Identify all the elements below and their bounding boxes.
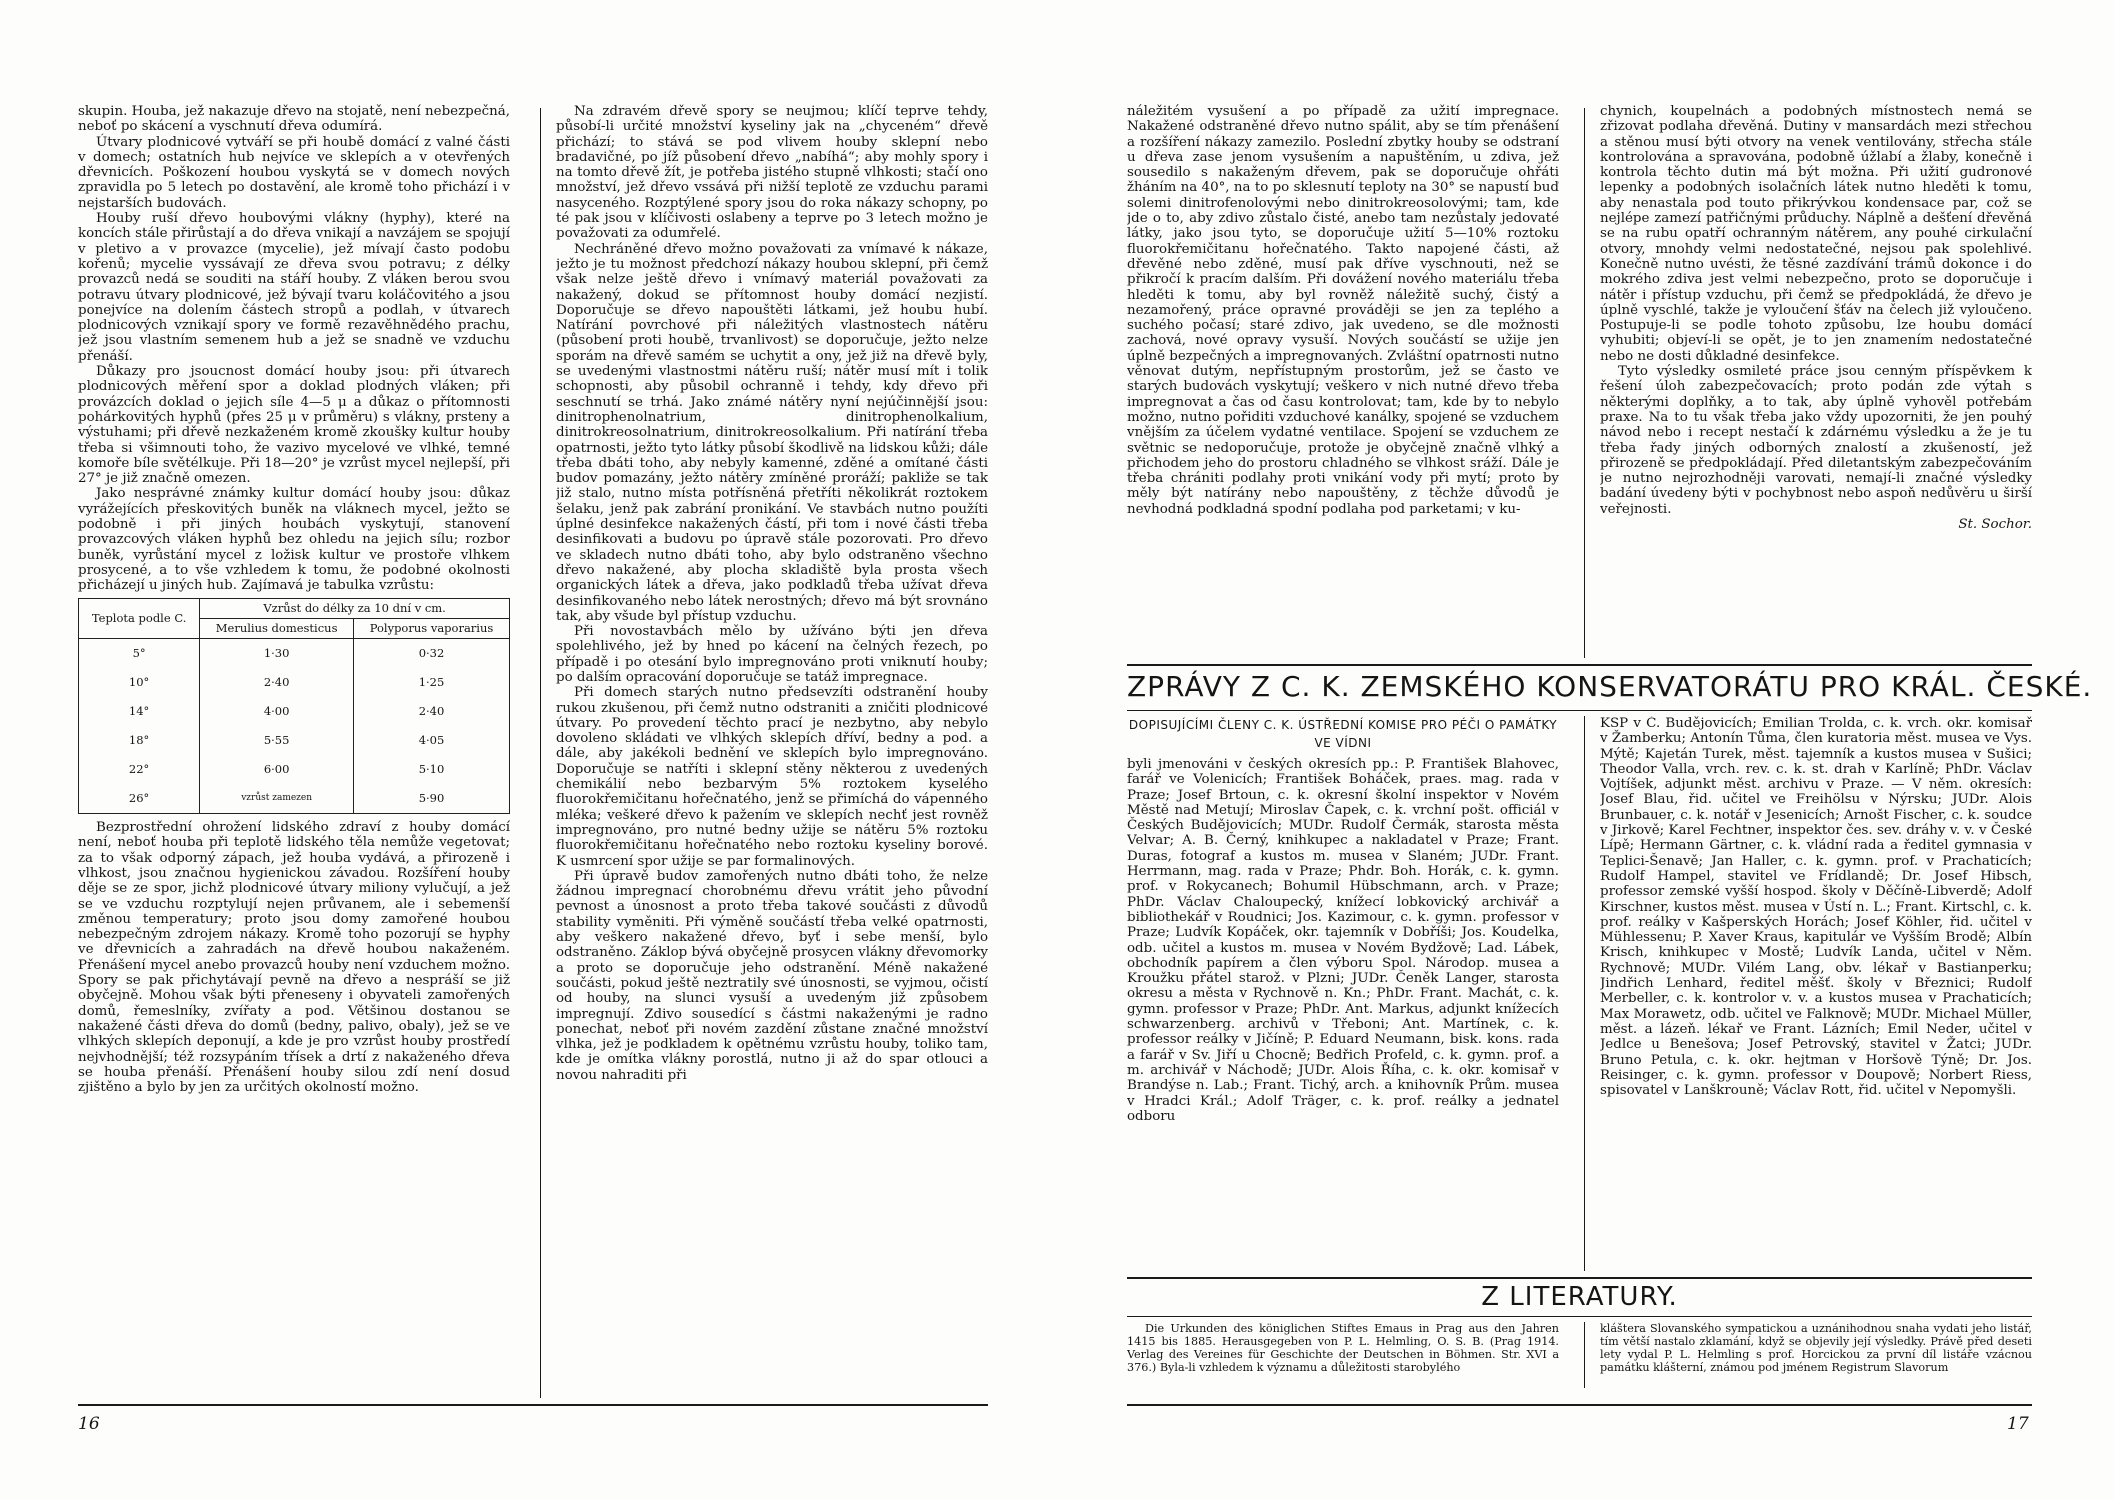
paragraph: Na zdravém dřevě spory se neujmou; klíčí teprve tehdy, působí-li určité množství kyseliny jak na „chyceném“ dřevě přichází; to stává se pod vlivem houby sklepní nebo bradavičné, po jíž působení dřevo „nabíhá“; aby mohly spory i na tomto dřevě žít, je potřeba jistého stupně vlhkosti; stačí ono množství, jež dřevo vssává při nižší teplotě ze vzduchu parami nasyceného. Rozptýlené spory jsou do roka nákazy schopny, po té pak jsou v klíčivosti oslabeny a teprve po 3 letech možno je považovati za odumřelé. <box>556 104 988 242</box>
left-column-1 <box>78 104 510 1399</box>
literature-rule-bottom <box>1127 1316 2032 1317</box>
growth-table <box>78 598 510 815</box>
column-divider <box>1584 108 1585 658</box>
paragraph: Jako nesprávné známky kultur domácí houby jsou: důkaz vyrážejících přeskovitých buněk na vláknech mycel, ježto se podobně i při jiných houbách vyskytují, stanovení provazcových vláken hyphů bez ohledu na jejich sílu; rozbor buněk, vyrůstání mycel z ložisk kultur ve prostoře vlhkem prosycené, a to vše vzhledem k tomu, že podobné okolnosti přicházejí u jiných hub. Zajímavá je tabulka vzrůstu: <box>78 486 510 594</box>
table-row: 14° 4·00 2·40 <box>79 697 510 726</box>
section-headline: ZPRÁVY Z C. K. ZEMSKÉHO KONSERVATORÁTU PRO KRÁL. ČESKÉ. <box>1127 670 2093 703</box>
paragraph: KSP v Č. Budějovicích; Emilian Trolda, c. k. vrch. okr. komisař v Žamberku; Antonín Tůma, člen kuratoria měst. musea ve Vys. Mýtě; Kajetán Turek, měst. tajemník a kustos musea v Sušici; Theodor Valla, vrch. rev. c. k. st. drah v Karlíně; PhDr. Václav Vojtíšek, adjunkt měst. archivu v Praze. — V něm. okresích: Josef Blau, řid. učitel ve Freihölsu v Nýrsku; JUDr. Alois Brunbauer, c. k. notář v Jesenicích; Arnošt Fischer, c. k. soudce v Jirkově; Karel Fechtner, inspektor čes. sev. dráhy v. v. v České Lípě; Hermann Gärtner, c. k. vládní rada a ředitel gymnasia v Teplici-Šenavě; Jan Haller, c. k. gymn. prof. v Prachaticích; Rudolf Hampel, stavitel ve Frídlandě; Dr. Josef Hibsch, professor zemské vyšší hospod. školy v Děčíně-Libverdě; Adolf Kirschner, kustos měst. musea v Ústí n. L.; Frant. Kirtschl, c. k. prof. reálky v Kašperských Horách; Josef Köhler, řid. učitel v Mühlessenu; P. Xaver Kraus, kapitulár ve Vyšším Brodě; Albín Krisch, knihkupec v Mostě; Ludvík Landa, učitel v Něm. Rychnově; MUDr. Vilém Lang, obv. lékař v Bastianperku; Jindřich Lenhard, ředitel měšť. školy v Březnici; Rudolf Merbeller, c. k. kontrolor v. v. a kustos musea v Prachaticích; Max Morawetz, odb. učitel ve Falknově; MUDr. Michael Müller, měst. a lázeň. lékař ve Frant. Lázních; Emil Neder, učitel v Jedlce u Benešova; Josef Petrovský, stavitel v Žatci; JUDr. Bruno Petula, c. k. okr. hejtman v Horšově Týně; Dr. Jos. Reisinger, c. k. gymn. professor v Doupově; Norbert Riess, spisovatel v Lanškrouně; Václav Rott, řid. učitel v Nepomyšli. <box>1600 716 2032 1099</box>
table-row: 10° 2·40 1·25 <box>79 668 510 697</box>
table-row: 5° 1·30 0·32 <box>79 639 510 669</box>
literature-headline: Z LITERATURY. <box>1481 1282 1678 1312</box>
members-column-1 <box>1127 716 1559 1271</box>
paragraph: Tyto výsledky osmileté práce jsou cenným příspěvkem k řešení úloh zabezpečovacích; proto podán zde výtah s některými doplňky, a to tak, aby úplně vyhověl potřebám praxe. Na to tu však třeba jako vždy upozorniti, že jen pouhý návod nebo i recept nestačí k zdárnému výsledku a že je tu třeba řady jiných odborných znalostí a zkušeností, jež přirozeně se předpokládají. Před diletantským zabezpečováním je nutno nejrozhodněji varovati, nemají-li značné výsledky badání úvedeny býti v pochybnost nebo aspoň nedůvěru u širší veřejnosti. <box>1600 364 2032 517</box>
paragraph: Při úpravě budov zamořených nutno dbáti toho, že nelze žádnou impregnací chorobnému dřevu vrátit jeho původní pevnost a únosnost a proto třeba takové součásti z důvodů stability vyměniti. Při výměně součástí třeba velké opatrnosti, aby veškero nakažené dřevo, byť i sebe menší, bylo odstraněno. Záklop bývá obyčejně prosycen vlákny dřevomorky a proto se doporučuje jeho odstranění. Méně nakažené součásti, pokud ještě neztratily své únosnosti, se vyjmou, očistí od houby, na slunci vysuší a uvedeným již způsobem impregnují. Zdivo sousedící s částmi nakaženými je radno ponechat, neboť při novém zazdění zůstane značné množství vlhka, jež je podkladem k opětnému vzrůstu houby, tolikо tam, kde je omítka vlákny porostlá, nutno ji až do spar otlouci a novou nahraditi při <box>556 868 988 1083</box>
paragraph: Die Urkunden des königlichen Stiftes Emaus in Prag aus den Jahren 1415 bis 1885. Herausgegeben von P. L. Helmling, O. S. B. (Prag 1914. Verlag des Vereines für Geschichte der Deutschen in Böhmen. Str. XVI a 376.) Byla-li vzhledem k významu a důležitosti starobylého <box>1127 1322 1559 1374</box>
paragraph: byli jmenováni v českých okresích pp.: P. František Blahovec, farář ve Volenicích; František Boháček, praes. mag. rada v Praze; Josef Brtoun, c. k. okresní školní inspektor v Novém Městě nad Metují; Miroslav Čapek, c. k. vrchní pošt. officiál v Českých Budějovicích; MUDr. Rudolf Čermák, starosta města Velvar; A. B. Černý, knihkupec a nakladatel v Praze; Frant. Duras, fotograf a kustos m. musea v Slaném; JUDr. Frant. Herrmann, mag. rada v Praze; Phdr. Boh. Horák, c. k. gymn. prof. v Rokycanech; Bohumil Hübschmann, arch. v Praze; PhDr. Václav Chaloupecký, knížecí lobkovický archivář a bibliothekář v Roudnici; Jos. Kazimour, c. k. gymn. professor v Praze; Ludvík Kopáček, okr. tajemník v Dobříši; Jos. Koudelka, odb. učitel a kustos m. musea v Novém Bydžově; Lad. Lábek, obchodník papírem a člen výboru Spol. Národop. musea a Kroužku přátel starož. v Plzni; JUDr. Čeněk Langer, starosta okresu a města v Rychnově n. Kn.; PhDr. Frant. Machát, c. k. gymn. professor v Praze; PhDr. Ant. Markus, adjunkt knížecích schwarzenberg. archivů v Třeboni; Ant. Martínek, c. k. professor reálky v Jičíně; P. Eduard Neumann, bisk. kons. rada a farář v Sv. Jiří u Chocně; Bedřich Profeld, c. k. gymn. prof. a m. archivář v Náchodě; JUDr. Alois Říha, c. k. okr. komisař v Brandýse n. Lab.; Frant. Tichý, arch. a knihovník Prům. musea v Hradci Král.; Adolf Träger, c. k. prof. reálky a jednatel odboru <box>1127 757 1559 1124</box>
page-number: 17 <box>2007 1414 2029 1434</box>
literature-rule-top <box>1127 1277 2032 1279</box>
table-header-polyporus: Polyporus vaporarius <box>354 618 510 638</box>
left-column-2 <box>556 104 988 1399</box>
paragraph: skupin. Houba, jež nakazuje dřevo na stojatě, není nebezpečná, neboť po skácení a vyschnutí dřeva odumírá. <box>78 104 510 135</box>
subheadline: DOPISUJÍCÍMI ČLENY C. K. ÚSTŘEDNÍ KOMISE PRO PÉČI O PAMÁTKY VE VÍDNI <box>1128 718 1558 750</box>
literature-column-2 <box>1600 1322 2032 1390</box>
paragraph: Nechráněné dřevo možno považovati za vnímavé k nákaze, ježto je tu možnost předchozí nákazy houbou sklepní, při čemž však nelze ještě dřevo i vnímavý materiál považovati za nakažený, dokud se přítomnost houby domácí nezjistí. Doporučuje se dřevo napouštěti látkami, jež houbu hubí. Natírání povrchové při náležitých vlastnostech nátěru (působení proti houbě, trvanlivost) se doporučuje, ježto nelze sporám na dřevě samém se uchytit a ony, jež již na dřevě byly, se uvedenými vlastnostmi nátěru ruší; nátěr musí mít i tolik schopnosti, aby působil ochranně i tehdy, kdy dřevo při seschnutí se trhá. Jako známé nátěry nyní nejúčinnější jsou: dinitrophenolnatrium, dinitrophenolkalium, dinitrokreosolnatrium, dinitrokreosolkalium. Při natírání třeba opatrnosti, ježto tyto látky působí škodlivě na lidskou kůži; dále třeba dbáti toho, aby nebyly kamenné, zděné a omítané části budov pomazány, ježto nátěry zmíněné proráží; pakliže se tak již stalo, nutno místa potřísněná přetříti několikrát roztokem šelaku, jenž pak zabrání pronikání. Ve stavbách nutno použíti úplné desinfekce nakažených částí, při tom i nové části třeba desinfikovati a budovu po úpravě stále pozorovati. Pro dřevo ve skladech nutno dbáti toho, aby bylo odstraněno všechno dřevo nakažené, aby plocha skladiště byla prosta všech organických látek a dřeva, jako podkladů třeba užívat dřeva desinfikovaného nebo látek nerostných; dřevo má být srovnáno tak, aby všude byl přístup vzduchu. <box>556 241 988 624</box>
footer-rule <box>78 1404 988 1406</box>
section-rule-top <box>1127 664 2032 666</box>
paragraph: Útvary plodnicové vytváří se při houbě domácí z valné části v domech; ostatních hub nejvíce ve sklepích a v otevřených dřevnicích. Poškození houbou vyskytá se v domech nových zpravidla po 5 letech po dostavění, ale kromě toho přichází i v nejstarších budovách. <box>78 134 510 211</box>
table-header-growth: Vzrůst do délky za 10 dní v cm. <box>200 598 510 618</box>
paragraph: kláštera Slovanského sympatickou a uznánihodnou snaha vydati jeho listář, tím větší nastalo zklamání, když se objevily její výsledky. Právě před deseti lety vydal P. L. Helmling s prof. Horcickou za první díl listáře vzácnou památku klášterní, známou pod jménem Registrum Slavorum <box>1600 1322 2032 1374</box>
paragraph: náležitém vysušení a po případě za užití impregnace. Nakažené odstraněné dřevo nutno spálit, aby se tím přenášení a rozšíření nákazy zamezilo. Poslední zbytky houby se odstraní u dřeva zase jenom vysušením a napuštěním, u zdiva, jež sousedilo s nakaženým dřevem, pak se doporučuje ohřáti žháním na 40°, na to po sklesnutí teploty na 30° se napustí buď solemi dinitrofenolovými nebo dinitrokreosolovými; tam, kde jde o to, aby zdivo zůstalo čisté, anebo tam nezůstaly jedovaté látky, jako jsou tyto, se doporučuje užití 5—10% roztoku fluorokřemičitanu hořečnatého. Takto napojené části, až dřevěné nebo zděné, musí pak dříve vyschnouti, než se přikročí k pracím dalším. Při dovážení nového materiálu třeba hleděti k tomu, aby byl rovněž náležitě suchý, čistý a nezamořený, práce opravné prováději se jen za teplého a suchého počasí; staré zdivo, jak uvedeno, se dle možnosti zachová, nové opravy vysuší. Nových součástí se užije jen úplně bezpečných a impregnovaných. Zvláštní opatrnosti nutno věnovat dutým, nepřístupným prostorům, jež se často ve starých budovách vyskytují; veškero v nich nutné dřevo třeba impregnovat a čas od času kontrolovat; tam, kde by to nebylo možno, nutno pořiditi vzduchové kanálky, spojené se vzduchem vnějším za účelem vydatné ventilace. Spojení se vzduchem ze světnic se nedoporučuje, protože je obyčejně značně vlhký a přichodem jeho do prostoru chladného se vlhkost sráží. Dále je třeba chrániti podlahy proti vnikání vody při mytí; proto by měly být natírány nebo napouštěny, z těchže důvodů je nevhodná podkladná spodní podlaha pod parketami; v ku- <box>1127 104 1559 517</box>
paragraph: chynich, koupelnách a podobných místnostech nemá se zřizovat podlaha dřevěná. Dutiny v mansardách mezi střechou a stěnou musí býti otvory na venek ventilovány, střecha stále kontrolována a spravována, podobně úžlabí a žlaby, konečně i kontrola těchto dutin má být možna. Při užití gudronové lepenky a podobných isolačních látek nutno hleděti k tomu, aby nenastala pod touto přikrývkou kondensace par, což se nejlépe zamezí patřičnými průduchy. Náplně a dešťení dřevěná se na rubu opatří ochranným nátěrem, any pouhé cirkulační otvory, mnohdy velmi nedostatečné, nejsou pak spolehlivé. Konečně nutno uvésti, že těsné zazdívání trámů dokonce i do mokrého zdiva jest velmi nebezpečno, proto se doporučuje i nátěr i přístup vzduchu, při čemž se předpokládá, že dřevo je úplně vyschlé, takže je vyloučení šťáv na čelech již vyloučeno. Postupuje-li se podle tohoto způsobu, lze houbu domácí vyhubiti; objeví-li se opět, je to jen znamením nedostatečné nebo ne dosti důkladné desinfekce. <box>1600 104 2032 364</box>
right-column-1 <box>1127 104 1559 659</box>
table-row: 18° 5·55 4·05 <box>79 726 510 755</box>
right-page <box>1057 0 2114 1500</box>
section-rule-bottom <box>1127 710 2032 711</box>
column-divider <box>540 108 541 1398</box>
column-divider <box>1584 1322 1585 1388</box>
author-signature: St. Sochor. <box>1958 517 2032 533</box>
paragraph: Při domech starých nutno předsevzíti odstranění houby rukou zkušenou, při čemž nutno odstraniti a zničiti plodnicové útvary. Po provedení těchto prací je nezbytno, aby nebylo dovoleno skládati ve vlhkých sklepích dříví, bedny a pod. a dále, aby jakékoli bednění ve sklepích bylo impregnováno. Doporučuje se natříti i sklepní stěny některou z uvedených chemikálií nebo bezbarvým 5% roztokem kyselého fluorokřemičitanu hořečnatého, jenž se přimíchá do vápenného mléka; veškeré dřevo k pažením ve sklepích nechť jest rovněž impregnováno, pro nutné bedny užije se nátěru 5% roztoku fluorokřemičitanu hořečnatého nebo roztoku kyseliny borové. K usmrcení spor užije se par formalinových. <box>556 685 988 869</box>
table-header-temperature: Teplota podle C. <box>79 598 200 639</box>
page-number: 16 <box>78 1414 100 1434</box>
footer-rule <box>1127 1404 2032 1406</box>
table-row: 22° 6·00 5·10 <box>79 755 510 784</box>
paragraph: Při novostavbách mělo by užíváno býti jen dřeva spolehlivého, jež by hned po kácení na čelných řezech, po případě i po otesání bylo impregnováno proti vniknutí houby; po dalším opracování doporučuje se tatáž impregnace. <box>556 624 988 685</box>
table-header-merulius: Merulius domesticus <box>200 618 354 638</box>
table-row: 26° vzrůst zamezen 5·90 <box>79 784 510 814</box>
right-column-2 <box>1600 104 2032 659</box>
literature-column-1 <box>1127 1322 1559 1390</box>
column-divider <box>1584 716 1585 1271</box>
paragraph: Důkazy pro jsoucnost domácí houby jsou: při útvarech plodnicových měření spor a doklad plodných vláken; při provázcích doklad o jejich síle 4—5 μ a důkaz o přítomnosti pohárkovitých hyphů (přes 25 μ v průměru) s vlákny, prsteny a výstuhami; při dřevě nezkaženém kromě zkoušky kultur houby třeba si všimnouti toho, že vazivo mycelové ve vlhké, temné komoře bíle světélkuje. Při 18—20° je vzrůst mycel nejlepší, při 27° je již značně omezen. <box>78 364 510 487</box>
paragraph: Bezprostřední ohrožení lidského zdraví z houby domácí není, neboť houba při teplotě lidského těla nemůže vegetovat; za to však odporný zápach, jež houba vydává, a přirozeně i vlhkost, jsou značnou hygienickou závadou. Rozšíření houby děje se ze spor, jichž plodnicové útvary miliony vylučují, a jež se ve vzduchu rozptylují nejen průvanem, ale i sebemenší změnou temperatury; proto jsou domy zamořené houbou nebezpečným zdrojem nákazy. Kromě toho pozorují se hyphy ve dřevnicích a zahradách na dřevě houbou nakaženém. Přenášení mycel anebo provazců houby není vzduchem možno. Spory se pak přichytávají pevně na dřevo a nespráší se již obyčejně. Mohou však býti přeneseny i obyvateli zamořených domů, řemeslníky, zvířaty a pod. Většinou dostanou se nakažené části dřeva do domů (bedny, palivo, obaly), jež se ve vlhkých sklepích deponují, a kde je pro vzrůst houby prostředí nejvhodnější; též rozsypáním třísek a drtí z nakaženého dřeva se houba přenáší. Přenášení houby silou zdí není dosud zjištěno a bylo by jen za určitých okolností možno. <box>78 820 510 1096</box>
paragraph: Houby ruší dřevo houbovými vlákny (hyphy), které na koncích stále přirůstají a do dřeva vnikají a navzájem se spojují v pletivo a v provazce (mycelie), jež mívají často podobu kořenů; mycelie vyssávají ze dřeva svou potravu; z délky provazců nedá se souditi na stáří houby. Z vláken berou svou potravu útvary plodnicové, jež bývají tvaru koláčovitého a jsou ponejvíce na dolením částech stropů a podlah, v útvarech plodnicových vznikají spory ve formě rezavěhnědého prachu, jež jsou vlastním semenem hub a jež se snadně ve vzduchu přenáší. <box>78 211 510 364</box>
members-column-2 <box>1600 716 2032 1271</box>
